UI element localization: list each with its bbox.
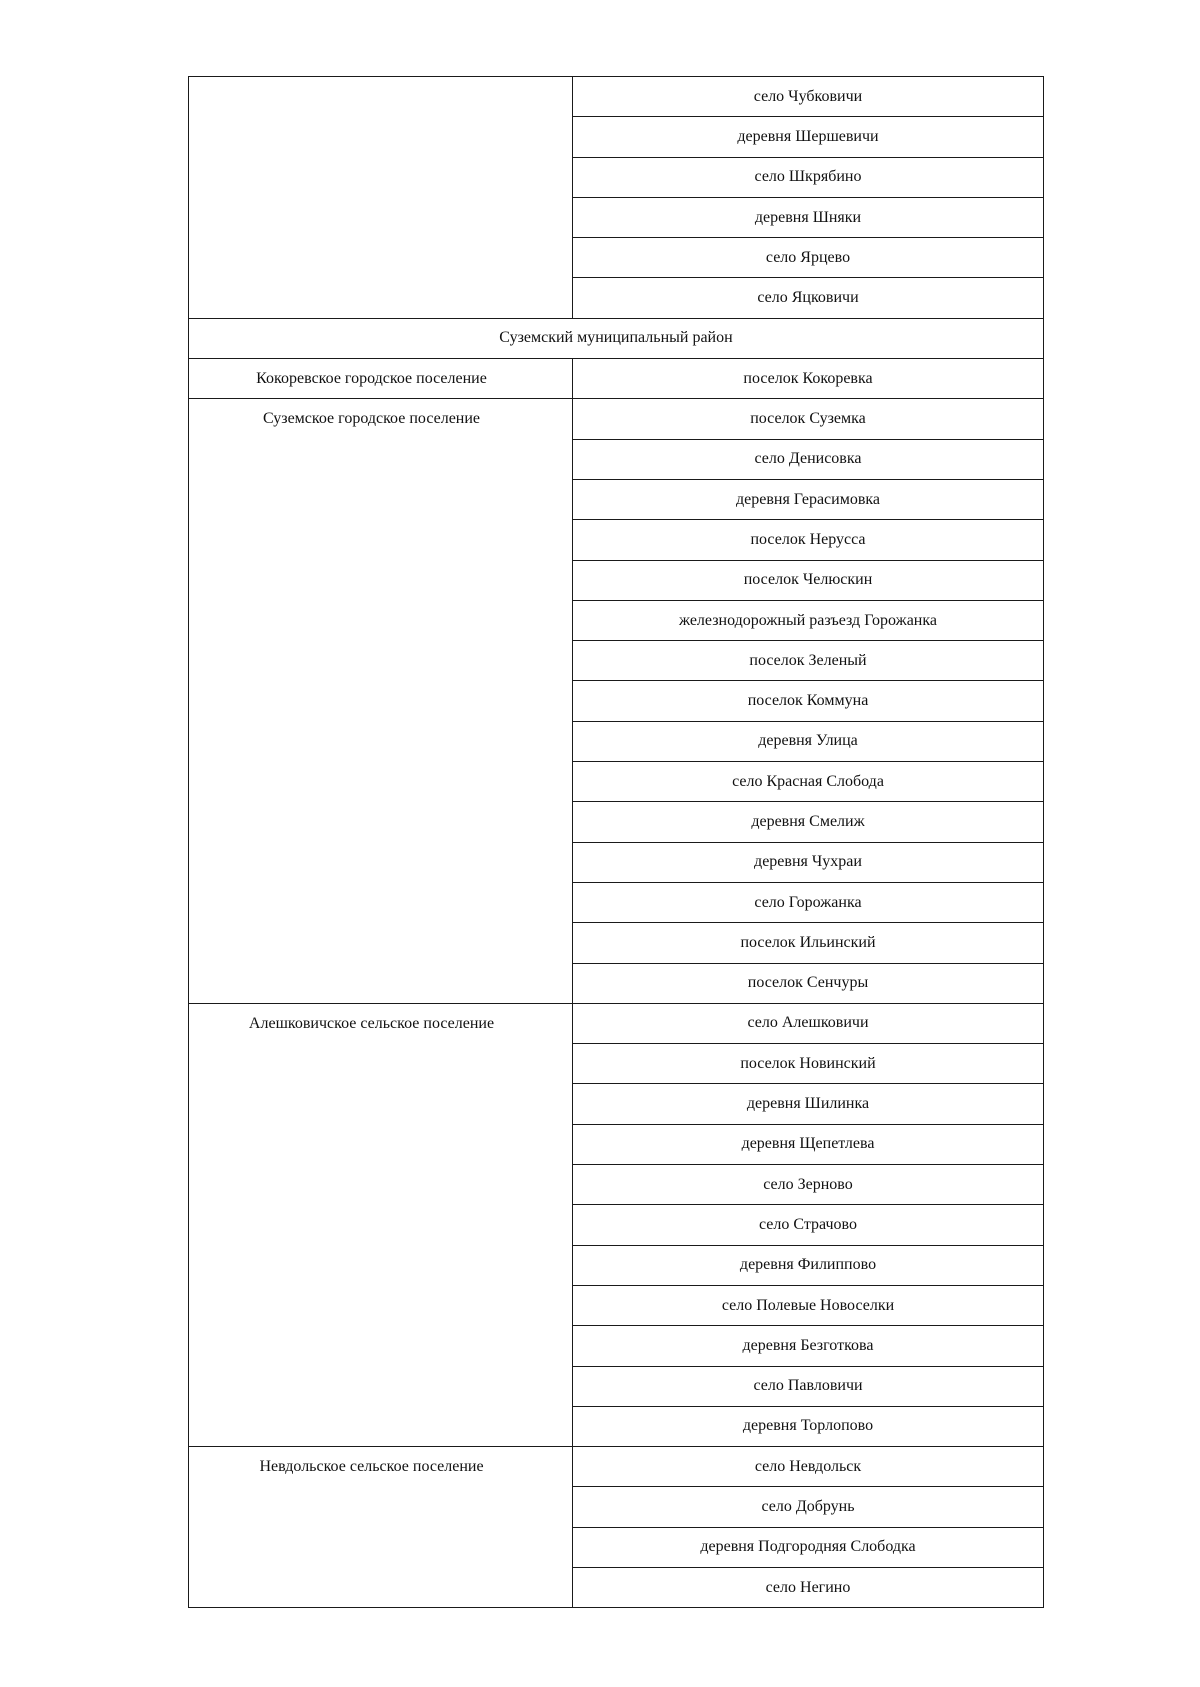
locality-cell: поселок Суземка xyxy=(573,399,1044,439)
locality-cell: село Чубковичи xyxy=(573,77,1044,117)
district-title: Суземский муниципальный район xyxy=(189,318,1044,358)
locality-cell: поселок Челюскин xyxy=(573,560,1044,600)
settlement-cell-empty xyxy=(189,77,573,319)
locality-cell: село Страчово xyxy=(573,1205,1044,1245)
locality-cell: деревня Чухраи xyxy=(573,842,1044,882)
locality-cell: железнодорожный разъезд Горожанка xyxy=(573,600,1044,640)
locality-cell: село Денисовка xyxy=(573,439,1044,479)
locality-cell: деревня Торлопово xyxy=(573,1406,1044,1446)
locality-cell: село Красная Слобода xyxy=(573,762,1044,802)
locality-cell: деревня Шилинка xyxy=(573,1084,1044,1124)
locality-cell: деревня Безготкова xyxy=(573,1326,1044,1366)
locality-cell: деревня Смелиж xyxy=(573,802,1044,842)
table-body xyxy=(189,77,1044,1608)
table-row xyxy=(189,1003,1044,1043)
settlement-cell xyxy=(189,359,573,399)
locality-cell: поселок Ильинский xyxy=(573,923,1044,963)
locality-cell: поселок Коммуна xyxy=(573,681,1044,721)
locality-cell: деревня Шняки xyxy=(573,197,1044,237)
locality-cell: деревня Филиппово xyxy=(573,1245,1044,1285)
locality-cell: деревня Улица xyxy=(573,721,1044,761)
settlement-cell xyxy=(189,1003,573,1446)
locality-cell: поселок Зеленый xyxy=(573,641,1044,681)
settlement-name: Кокоревское городское поселение xyxy=(256,369,487,387)
locality-cell: село Алешковичи xyxy=(573,1003,1044,1043)
settlement-name: Суземское городское поселение xyxy=(262,410,481,428)
locality-cell: поселок Нерусса xyxy=(573,520,1044,560)
locality-cell: село Яцковичи xyxy=(573,278,1044,318)
settlement-cell xyxy=(189,399,573,1003)
locality-cell: деревня Герасимовка xyxy=(573,479,1044,519)
locality-cell: село Добрунь xyxy=(573,1487,1044,1527)
settlements-table xyxy=(188,76,1044,1608)
locality-cell: поселок Сенчуры xyxy=(573,963,1044,1003)
district-row xyxy=(189,318,1044,358)
locality-cell: село Зерново xyxy=(573,1165,1044,1205)
locality-cell: деревня Щепетлева xyxy=(573,1124,1044,1164)
locality-cell: поселок Новинский xyxy=(573,1044,1044,1084)
settlement-cell xyxy=(189,1447,573,1608)
locality-cell: село Павловичи xyxy=(573,1366,1044,1406)
locality-cell: деревня Подгородняя Слободка xyxy=(573,1527,1044,1567)
settlement-name: Алешковичское сельское поселение xyxy=(248,1014,495,1032)
table-row xyxy=(189,359,1044,399)
settlement-name: Невдольское сельское поселение xyxy=(259,1458,484,1476)
locality-cell: село Ярцево xyxy=(573,238,1044,278)
locality-cell: село Горожанка xyxy=(573,882,1044,922)
locality-cell: село Невдольск xyxy=(573,1447,1044,1487)
locality-cell: деревня Шершевичи xyxy=(573,117,1044,157)
locality-cell: село Полевые Новоселки xyxy=(573,1285,1044,1325)
table-row xyxy=(189,1447,1044,1487)
table-row xyxy=(189,399,1044,439)
locality-cell: село Шкрябино xyxy=(573,157,1044,197)
locality-cell: поселок Кокоревка xyxy=(573,359,1044,399)
table-row xyxy=(189,77,1044,117)
locality-cell: село Негино xyxy=(573,1567,1044,1607)
